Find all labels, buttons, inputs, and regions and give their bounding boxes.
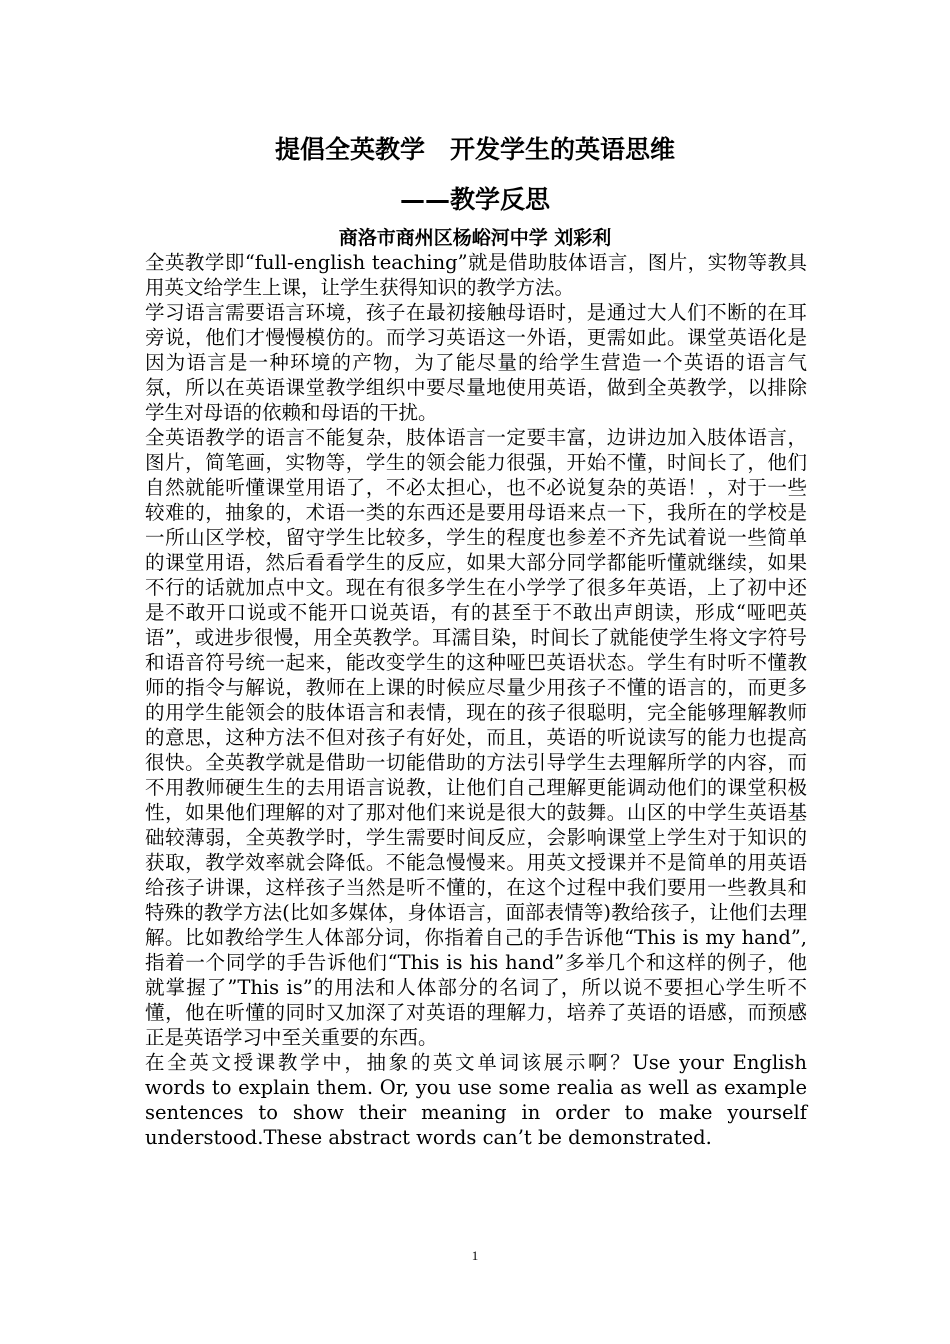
document-body bbox=[145, 250, 807, 1150]
paragraph-abstract-words: 在全英文授课教学中，抽象的英文单词该展示啊？Use your English words to explain them. Or, you use some realia as well as example sentences to show their meaning in order to make yourself understood.These abstract words can’t be demonstrated. bbox=[145, 1051, 807, 1149]
paragraph-definition: 全英教学即“full-english teaching”就是借助肢体语言，图片，实物等教具用英文给学生上课，让学生获得知识的教学方法。 bbox=[145, 251, 807, 299]
author-line: 商洛市商州区杨峪河中学 刘彩利 bbox=[338, 227, 612, 249]
document-subtitle: ——教学反思 bbox=[399, 185, 550, 214]
paragraph-teaching-method: 全英语教学的语言不能复杂，肢体语言一定要丰富，边讲边加入肢体语言，图片，简笔画，实物等，学生的领会能力很强，开始不懂，时间长了，他们自然就能听懂课堂用语了，不必太担心，也不必说复杂的英语！，对于一些较难的，抽象的，术语一类的东西还是要用母语来点一下，我所在的学校是一所山区学校，留守学生比较多，学生的程度也参差不齐先试着说一些简单的课堂用语，然后看看学生的反应，如果大部分同学都能听懂就继续，如果不行的话就加点中文。现在有很多学生在小学学了很多年英语，上了初中还是不敢开口说或不能开口说英语，有的甚至于不敢出声朗读，形成“哑吧英语”，或进步很慢，用全英教学。耳濡目染，时间长了就能使学生将文字符号和语音符号统一起来，能改变学生的这种哑巴英语状态。学生有时听不懂教师的指令与解说，教师在上课的时候应尽量少用孩子不懂的语言的，而更多的用学生能领会的肢体语言和表情，现在的孩子很聪明，完全能够理解教师的意思，这种方法不但对孩子有好处，而且，英语的听说读写的能力也提高很快。全英教学就是借助一切能借助的方法引导学生去理解所学的内容，而不用教师硬生生的去用语言说教，让他们自己理解更能调动他们的课堂积极性，如果他们理解的对了那对他们来说是很大的鼓舞。山区的中学生英语基础较薄弱，全英教学时，学生需要时间反应，会影响课堂上学生对于知识的获取，教学效率就会降低。不能急慢慢来。用英文授课并不是简单的用英语给孩子讲课，这样孩子当然是听不懂的，在这个过程中我们要用一些教具和特殊的教学方法(比如多媒体，身体语言，面部表情等)教给孩子，让他们去理解。比如教给学生人体部分词，你指着自己的手告诉他“This is my hand”,指着一个同学的手告诉他们“This is his hand”多举几个和这样的例子，他就掌握了”This is”的用法和人体部分的名词了，所以说不要担心学生听不懂，他在听懂的同时又加深了对英语的理解力，培养了英语的语感，而预感正是英语学习中至关重要的东西。 bbox=[145, 426, 807, 1049]
paragraph-language-environment: 学习语言需要语言环境，孩子在最初接触母语时，是通过大人们不断的在耳旁说，他们才慢慢模仿的。而学习英语这一外语，更需如此。课堂英语化是因为语言是一种环境的产物，为了能尽量的给学生营造一个英语的语言气氛，所以在英语课堂教学组织中要尽量地使用英语，做到全英教学，以排除学生对母语的依赖和母语的干扰。 bbox=[145, 301, 807, 424]
page-number: 1 bbox=[471, 1248, 479, 1263]
document-title: 提倡全英教学 开发学生的英语思维 bbox=[274, 135, 675, 164]
